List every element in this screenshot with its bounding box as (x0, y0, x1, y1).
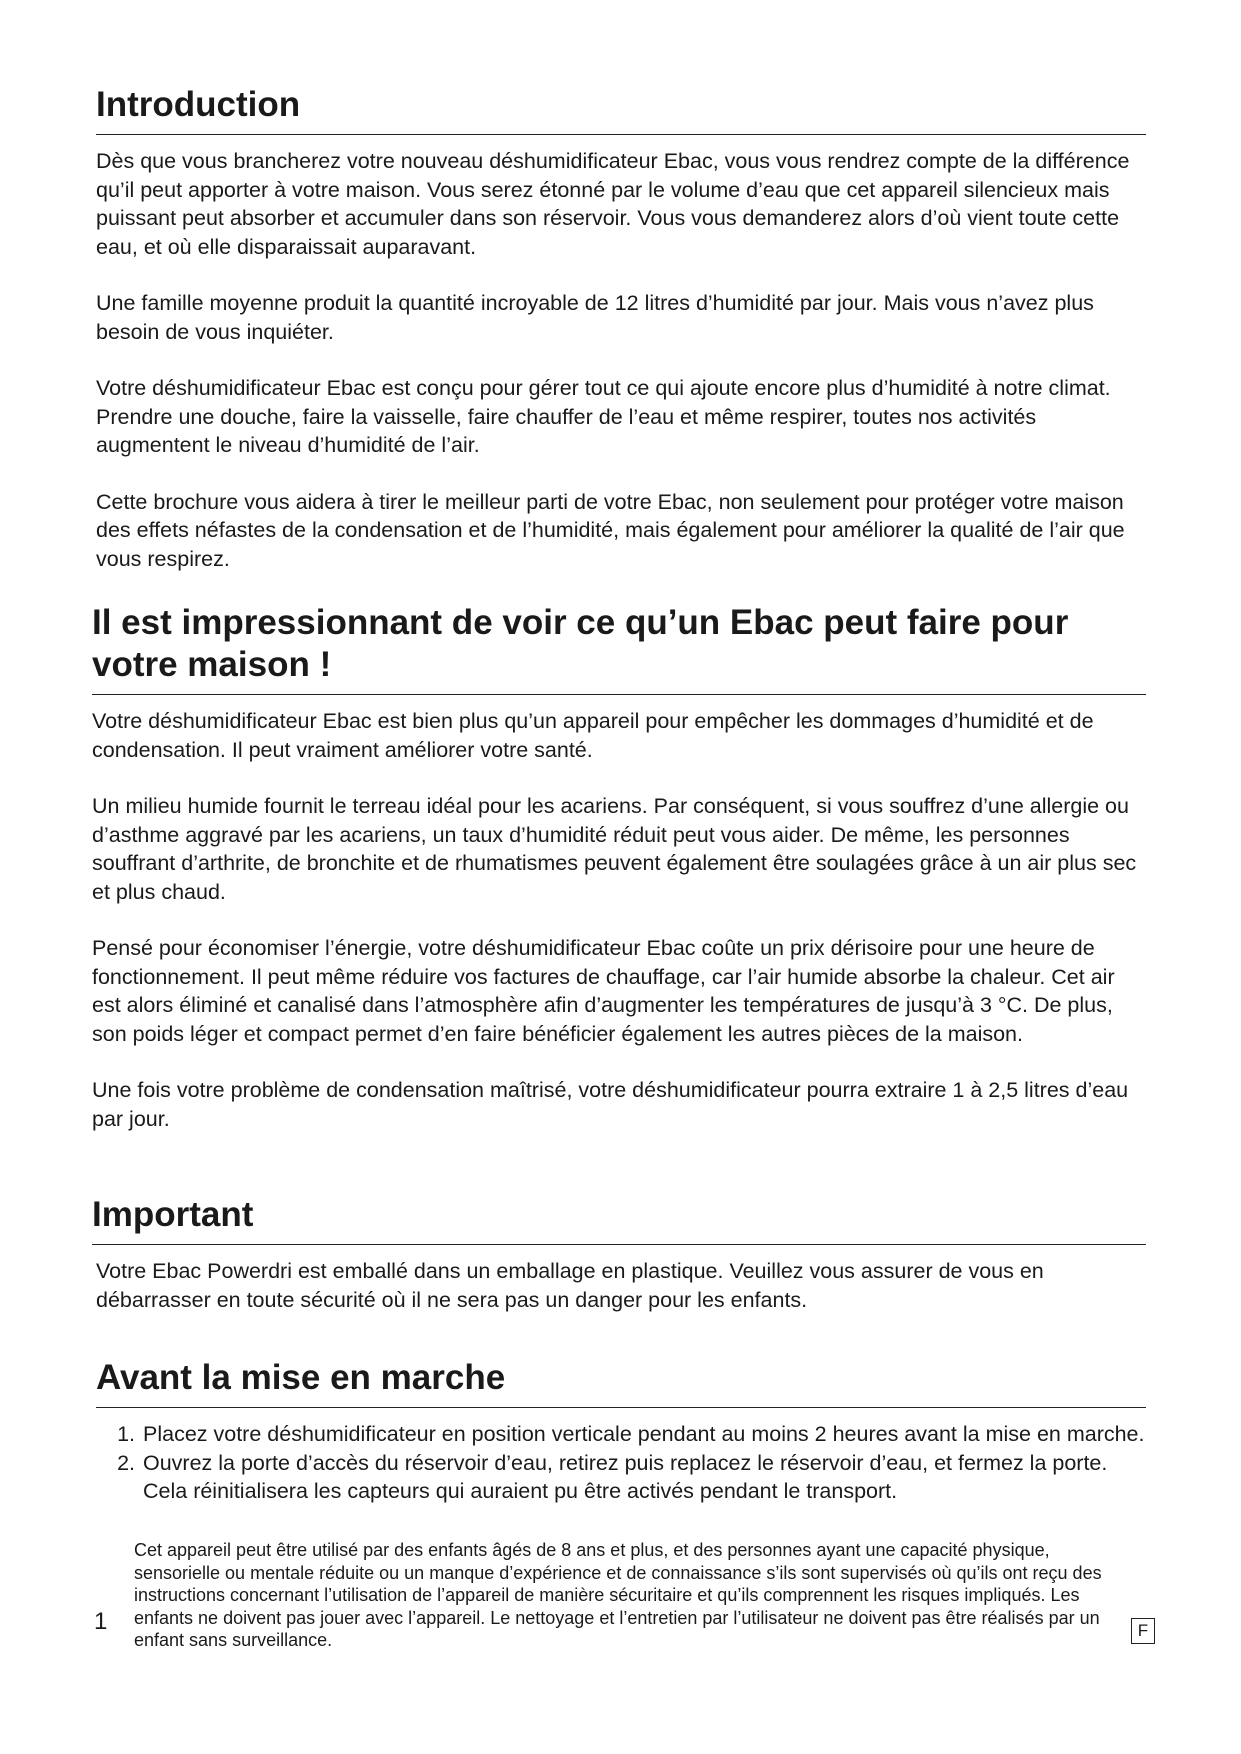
important-heading: Important (92, 1194, 1146, 1245)
before-start-section (96, 1357, 1146, 1506)
step-item-2: 2. Ouvrez la porte d’accès du réservoir d’eau, retirez puis replacez le réservoir d’eau, et fermez la porte. Cela réinitialisera les capteurs qui auraient pu être activés pendant le transport. (141, 1449, 1146, 1506)
important-paragraph: Votre Ebac Powerdri est emballé dans un emballage en plastique. Veuillez vous assurer de vous en débarrasser en toute sécurité où il ne sera pas un danger pour les enfants. (96, 1259, 1044, 1312)
before-start-heading: Avant la mise en marche (96, 1357, 1146, 1408)
before-start-steps (96, 1420, 1146, 1506)
impressive-paragraph-4: Une fois votre problème de condensation maîtrisé, votre déshumidificateur pourra extraire 1 à 2,5 litres d’eau par jour. (92, 1078, 1129, 1131)
impressive-paragraph-3: Pensé pour économiser l’énergie, votre déshumidificateur Ebac coûte un prix dérisoire pour une heure de fonctionnement. Il peut même réduire vos factures de chauffage, car l’air humide absorbe la chaleur. Cet air est alors éliminé et canalisé dans l’atmosphère afin d’augmenter les températures de jusqu’à 3 °C. De plus, son poids léger et compact permet d’en faire bénéficier également les autres pièces de la maison. (92, 936, 1115, 1046)
important-section (92, 1194, 1146, 1314)
intro-paragraph-3: Votre déshumidificateur Ebac est conçu pour gérer tout ce qui ajoute encore plus d’humidité à notre climat. Prendre une douche, faire la vaisselle, faire chauffer de l’eau et même respirer, toutes nos activités augmentent le niveau d’humidité de l’air. (96, 376, 1111, 457)
language-code-box: F (1131, 1618, 1155, 1644)
impressive-paragraph-1: Votre déshumidificateur Ebac est bien plus qu’un appareil pour empêcher les dommages d’humidité et de condensation. Il peut vraiment améliorer votre santé. (92, 709, 1094, 762)
introduction-heading: Introduction (96, 84, 1146, 135)
step-item-1: 1. Placez votre déshumidificateur en position verticale pendant au moins 2 heures avant la mise en marche. (141, 1420, 1146, 1449)
safety-notice: Cet appareil peut être utilisé par des enfants âgés de 8 ans et plus, et des personnes ayant une capacité physique, sensorielle ou mentale réduite ou un manque d’expérience et de connaissance s’ils sont supervisés où qu’ils ont reçu des instructions concernant l’utilisation de l’appareil de manière sécuritaire et qu’ils comprennent les risques impliqués. Les enfants ne doivent pas jouer avec l’appareil. Le nettoyage et l’entretien par l’utilisateur ne doivent pas être réalisés par un enfant sans surveillance. (134, 1540, 1102, 1650)
impressive-heading: Il est impressionnant de voir ce qu’un Ebac peut faire pour votre maison ! (92, 602, 1146, 695)
intro-paragraph-1: Dès que vous brancherez votre nouveau déshumidificateur Ebac, vous vous rendrez compte de la différence qu’il peut apporter à votre maison. Vous serez étonné par le volume d’eau que cet appareil silencieux mais puissant peut absorber et accumuler dans son réservoir. Vous vous demanderez alors d’où vient toute cette eau, et où elle disparaissait auparavant. (96, 149, 1130, 259)
impressive-section (92, 602, 1146, 1133)
page-number: 1 (94, 1608, 108, 1635)
intro-paragraph-4: Cette brochure vous aidera à tirer le meilleur parti de votre Ebac, non seulement pour protéger votre maison des effets néfastes de la condensation et de l’humidité, mais également pour améliorer la qualité de l’air que vous respirez. (96, 489, 1125, 571)
impressive-paragraph-2: Un milieu humide fournit le terreau idéal pour les acariens. Par conséquent, si vous souffrez d’une allergie ou d’asthme aggravé par les acariens, un taux d’humidité réduit peut vous aider. De même, les personnes souffrant d’arthrite, de bronchite et de rhumatismes peuvent également être soulagées grâce à un air plus sec et plus chaud. (92, 794, 1137, 904)
intro-paragraph-2: Une famille moyenne produit la quantité incroyable de 12 litres d’humidité par jour. Mais vous n’avez plus besoin de vous inquiéter. (96, 291, 1094, 344)
introduction-section (96, 84, 1146, 573)
